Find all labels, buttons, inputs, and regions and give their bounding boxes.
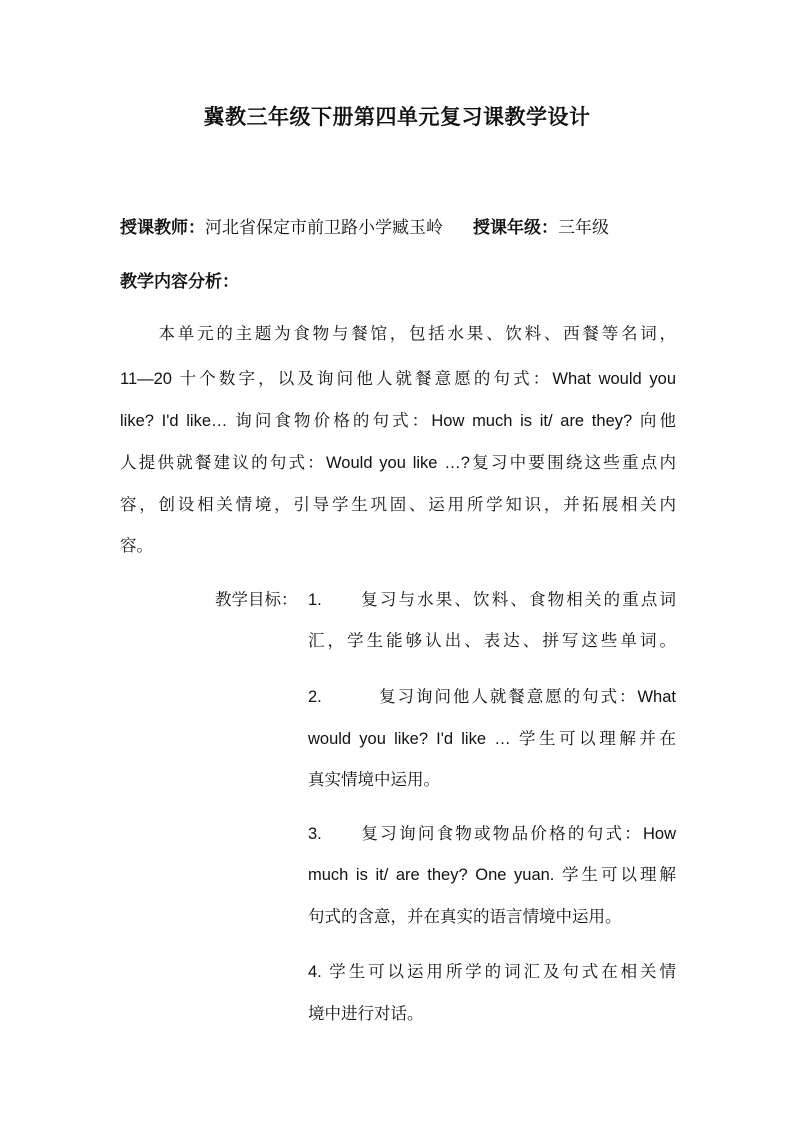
grade-label: 授课年级： (473, 218, 558, 237)
objective-1-line: 1. 复习与水果、饮料、食物相关的重点词 (308, 591, 676, 609)
objectives-label: 教学目标： (215, 591, 298, 609)
document-title: 冀教三年级下册第四单元复习课教学设计 (203, 106, 591, 129)
content-line: like? I'd like… 询问食物价格的句式：How much is it/ are they? 向他 (120, 412, 676, 430)
content-line: 人提供就餐建议的句式：Would you like …?复习中要围绕这些重点内 (120, 454, 676, 472)
objective-2-line: would you like? I'd like … 学生可以理解并在 (308, 730, 676, 748)
objective-2-line: 真实情境中运用。 (308, 771, 440, 789)
grade-value: 三年级 (558, 218, 609, 237)
objective-3-line: much is it/ are they? One yuan. 学生可以理解 (308, 866, 676, 884)
content-line: 容。 (120, 537, 153, 555)
objective-3-line: 3. 复习询问食物或物品价格的句式：How (308, 825, 676, 843)
objective-1-line: 汇，学生能够认出、表达、拼写这些单词。 (308, 632, 676, 650)
objective-4-line: 4. 学生可以运用所学的词汇及句式在相关情 (308, 963, 676, 981)
teacher-grade-line (120, 216, 609, 240)
objective-4-line: 境中进行对话。 (308, 1005, 424, 1023)
content-line: 本单元的主题为食物与餐馆，包括水果、饮料、西餐等名词， (120, 325, 676, 343)
content-analysis-heading: 教学内容分析： (120, 272, 239, 291)
objective-2-line: 2. 复习询问他人就餐意愿的句式：What (308, 688, 676, 706)
teacher-label: 授课教师： (120, 218, 205, 237)
content-line: 11—20 十个数字，以及询问他人就餐意愿的句式：What would you (120, 370, 676, 388)
objective-3-line: 句式的含意，并在真实的语言情境中运用。 (308, 908, 622, 926)
teacher-value: 河北省保定市前卫路小学臧玉岭 (205, 218, 443, 237)
content-line: 容，创设相关情境，引导学生巩固、运用所学知识，并拓展相关内 (120, 496, 676, 514)
